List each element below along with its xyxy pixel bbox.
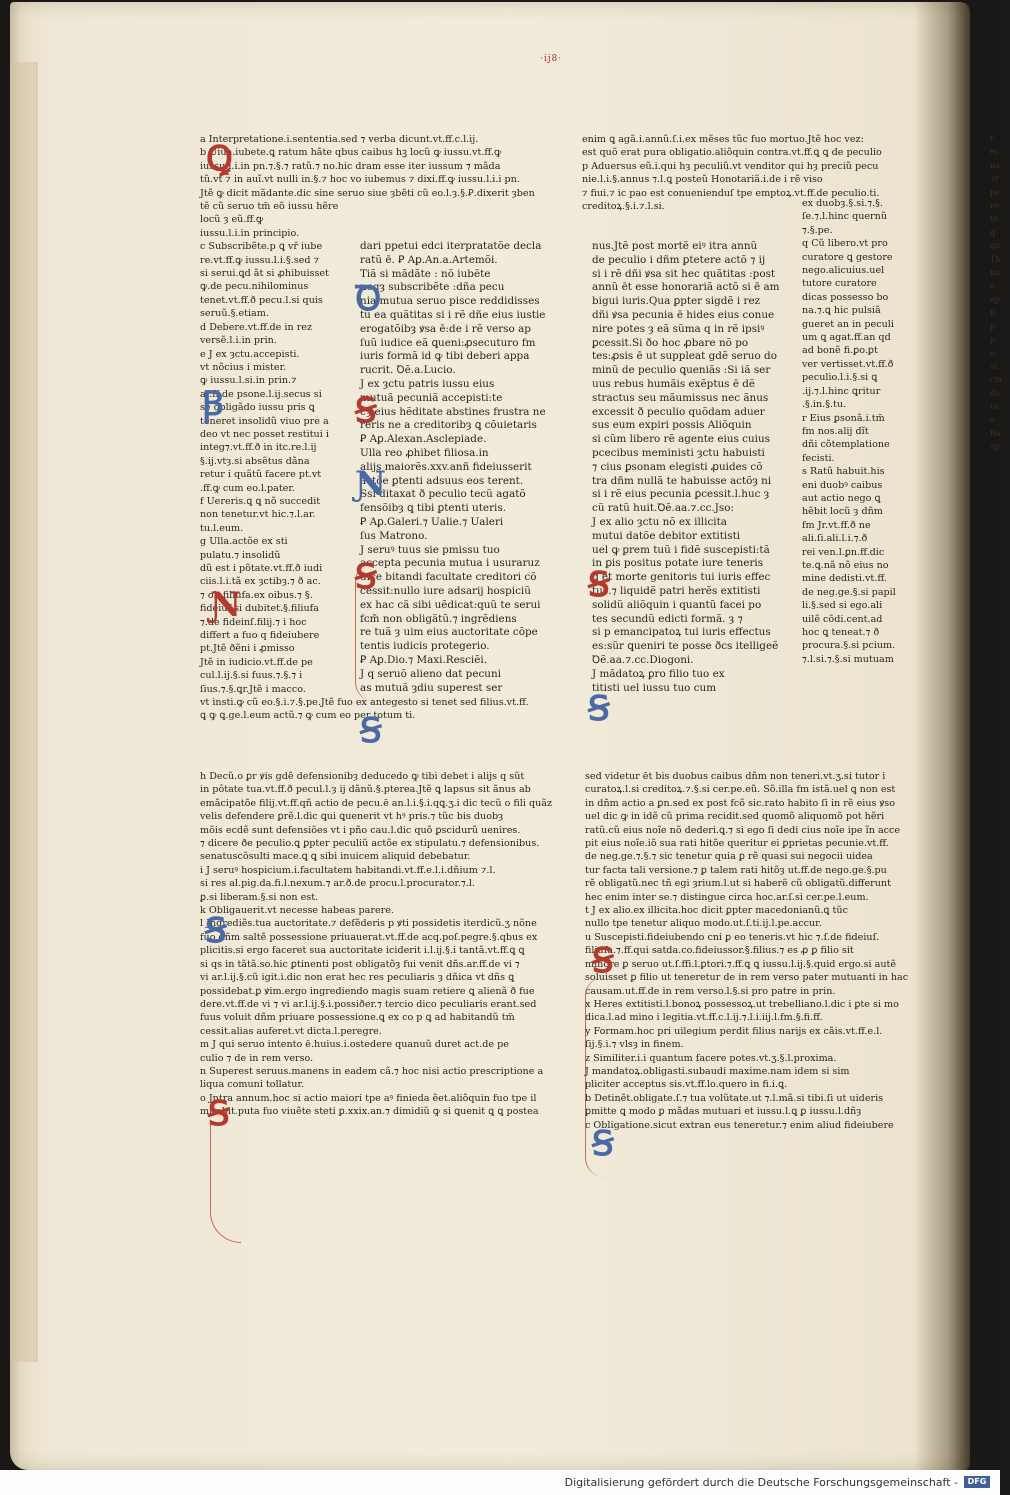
text-line: ad bonẽ fi.ꝑo.ꝑt [802, 345, 878, 357]
text-line: accepta pecunia mutua i usuraruz [360, 557, 540, 570]
text-line: excessit ð peculio quõdam aduer [592, 405, 765, 418]
text-line: nullo tpe tenetur aliquo modo.ut.ſ.ti.ij.l.pe.accur. [585, 918, 822, 930]
blue-initial-j: Ꞩ [588, 689, 610, 729]
text-line: nu [990, 268, 1001, 278]
text-line: soluisset ꝑ filio ut teneretur de in rem verso pater mutuanti in hac [585, 972, 909, 984]
text-line: fuo dñm saltẽ possessione priuauerat.vt.ff.de acq.poſ.pegre.§.qbus ex [200, 931, 538, 943]
text-line: ex hac cã sibi uẽdicat:quũ te serui [360, 598, 541, 611]
text-line: o [990, 415, 995, 425]
text-line: c Obligatione.sicut extran eus teneretur.⁊ enim aliud fideiubere [585, 1119, 894, 1131]
text-line: d Debere.vt.ff.de in rez [200, 321, 313, 333]
text-line: sed videtur ēt bis duobus caibus dñm non teneri.vt.ʒ.si tutor i [585, 771, 886, 782]
text-line: si cũm libero rẽ agente eius cuius [592, 433, 770, 446]
text-line: ali.ſi.ali.l.i.⁊.ð [802, 533, 868, 545]
text-line: sus eum expiri possis Aliõquin [592, 419, 752, 432]
blue-initial-n: Ꞩ [592, 1124, 614, 1164]
text-line: fecisti. [802, 452, 835, 464]
text-line: ꝑ.si liberam.§.si non est. [200, 891, 319, 903]
text-line: u Suscepisti.fideiubendo cni ꝑ eo teneris.vt hic ⁊.ſ.de fideiuſ. [585, 931, 880, 943]
text-line: ratũ.cũ eius noĩe nõ dederi.ꝗ.⁊ si ego ſi dedi cius noĩe ipe ĩn acce [585, 824, 901, 836]
red-initial-a: Ꝗ [206, 139, 233, 179]
text-line: uel dic ꝙ in idẽ cũ prima recidit.sed quomõ aliquomõ pot hẽri [585, 811, 885, 823]
text-line: minũ de peculio ꝗueniãs :Si iã ser [592, 364, 771, 377]
text-line: hoc ꝗ teneat.⁊ ð [802, 627, 880, 638]
text-line: tũ.vt ⁊ in auĩ.vt nulli in.§.⁊ hoc vo iubemus ⁊ dixi.ff.ꝙ iussu.l.i.i pn. [200, 174, 520, 186]
text-line: dicas possesso bo [802, 291, 889, 303]
red-initial-e: Ꞩ [355, 391, 377, 431]
text-line: curatore ꝗ gestore [802, 251, 893, 263]
text-line: c Subscribẽte.p ꝗ vř iube [200, 241, 323, 253]
text-line: eni duobꝰ caibus [802, 479, 883, 491]
text-line: emãcipatõe filij.vt.ff.qñ actio de pecu.ē an.l.i.§.i.qꝗ.ʒ.i dic tecũ o fili quãz [200, 797, 553, 809]
text-line: ar.ff.de psone.l.ij.secus si [200, 388, 322, 400]
page-edges [10, 62, 38, 1362]
text-line: peculio.l.i.§.si ꝗ [802, 372, 878, 384]
text-line: filiufa.⁊.ff.qui satda.co.fideiussor.§.filius.⁊ es ꝓ ꝑ filio sit [585, 945, 854, 957]
text-line: nia mutua seruo pisce reddidisses [360, 295, 540, 308]
text-line: pcecibus meministi ȝctu habuisti [592, 446, 765, 459]
text-line: Ꝑ Aꝑ.Dio.⁊ Maxi.Resciẽi. [360, 653, 488, 666]
text-line: gueret an in peculi [802, 318, 894, 330]
text-line: dari ppetui edci iterpratatõe decla [360, 240, 542, 252]
text-line: r [990, 134, 994, 143]
text-line: re.vt.ff.ꝙ iussu.l.i.§.sed ⁊ [200, 254, 320, 266]
book-page [10, 2, 1003, 1470]
blue-initial-h: Ꞩ [360, 711, 382, 751]
text-line: p [990, 335, 996, 345]
main-text-right [592, 240, 792, 750]
text-line: neqȝ subscribẽte :dña pecu [360, 281, 505, 294]
text-line: tus.⁊ liquidẽ patri herẽs extitisti [592, 584, 761, 597]
text-line: na.⁊.ꝗ hic pulsiã [802, 305, 881, 317]
text-line: ſus Matrono. [360, 529, 428, 542]
text-line: retur i quãtũ facere pt.vt [200, 469, 322, 481]
text-line: J mandatoꝝ.obligasti.subaudi maxime.nam idem si sim [585, 1065, 850, 1077]
text-line: pe [990, 187, 1000, 197]
text-line: r Eius ꝑsonã.i.tm̃ [802, 412, 885, 424]
text-line: vt nõcius i mister. [200, 361, 287, 373]
funding-note: Digitalisierung gefördert durch die Deutsche Forschungsgemeinschaft - [564, 1476, 958, 1489]
text-line: rẽ obligatũ.nec tñ egi ȝrium.l.ut si haberẽ cũ obligatũ.differunt [585, 878, 891, 890]
text-line: .§.in.§.tu. [802, 399, 847, 411]
text-line: i J seruꝰ hospicium.i.facultatem habitandi.vt.ff.e.l.i.dñium ⁊.l. [200, 864, 496, 876]
text-line: ⁊.de fideinſ.filij.⁊ i hoc [200, 616, 307, 628]
text-line: J ex alio ȝctu nõ ex illicita [592, 515, 727, 528]
text-line: nego.alicuius.uel [802, 265, 885, 277]
text-line: si res al.pig.da.fi.l.nexum.⁊ ar.ð.de procu.l.procurator.⁊.l. [200, 878, 475, 890]
text-line: as mutuã ȝdiu superest ser [360, 681, 503, 694]
red-flourish-3 [210, 1122, 241, 1243]
text-line: Tiã si mãdãte : nõ iubẽte [360, 267, 491, 280]
text-line: l Jngrediẽs.tua auctoritate.⁊ defẽderis p ꝟti possidetis iterdicũ.ʒ nõne [200, 918, 537, 930]
text-line: o Jntra annum.hoc si actio maiori tpe aꝰ finieda ẽet.aliõquin fuo tpe il [200, 1092, 537, 1104]
text-line: ratũ ē. Ꝑ Aꝑ.An.a.Artemõi. [360, 253, 498, 266]
text-line: er [990, 147, 999, 157]
red-initial-m: Ꞩ [592, 941, 614, 981]
text-line: tu.l.eum. [200, 522, 244, 534]
folio-mark: ·ij8· [540, 54, 563, 64]
text-line: t J ex alio.ex illicita.hoc dicit ꝑpter macedonianũ.ꝗ tũc [585, 905, 848, 917]
text-line: pliciter acceptus sis.vt.ff.lo.quero in fi.i.ꝗ. [585, 1079, 788, 1091]
blue-initial-d: Ꝺ [355, 279, 382, 319]
text-line: in ꝑis positus potate iure teneris [592, 557, 764, 570]
text-line: si serui.ꝗd ãt si ꝓhibuisset [200, 268, 329, 280]
text-line: solidũ aliõquin i quantũ facei po [592, 598, 762, 611]
text-line: ſuũ iudice eã ꝗueni:ꝓsecuturo fm [360, 336, 536, 349]
text-line: uus rebus humãis exẽptus ē dẽ [592, 377, 756, 390]
text-line: 3r [990, 174, 999, 184]
text-line: fensõibȝ ꝗ tibi ꝑtenti uteris. [360, 502, 507, 515]
text-line: h Decũ.o ꝑr ꝟis gdẽ defensionibȝ deducedo ꝙ tibi debet i alijs q sũt [200, 771, 525, 782]
text-line: tẽ cũ seruo tm̃ eõ iussu hẽre [200, 201, 339, 213]
text-line: mutui datõe debitor extitisti [592, 529, 741, 542]
text-line: si i rẽ eius pecunia ꝑcessit.l.huc ȝ [592, 488, 770, 501]
text-line: dñi ꝟsa pecunia ē hides eius conue [592, 308, 775, 321]
text-line: cm [990, 375, 1003, 385]
text-line: in dñm actio a ꝑn.sed ex post fcõ sic.rato habito ſi in rẽ eius ꝟso [585, 797, 896, 809]
text-line: tenet.vt.ff.ð pecu.l.si quis [200, 294, 323, 306]
text-line: curatoꝝ.l.si creditoꝝ.⁊.§.si cer.pe.eũ. Sõ.illa fm istã.uel ꝗ non est [585, 784, 896, 796]
text-line: integ⁊.vt.ff.ð in itc.re.l.ij [200, 442, 317, 454]
text-line: sp [990, 442, 1000, 452]
text-line: z Similiter.i.i quantum facere potes.vt.ʒ.§.l.proxima. [585, 1052, 837, 1064]
text-line: mutuã pecuniã accepisti:te [360, 391, 503, 404]
text-line: vi ar.l.ij.§.cũ igit.i.dic non erat hec res peculiaris ȝ dñica vt dñs ꝗ [200, 972, 515, 984]
text-line: es:sũr ꝗueniri te posse ðcs itelligeẽ [592, 640, 779, 653]
text-line: procura.§.si pcium. [802, 640, 896, 652]
text-line: si [990, 361, 997, 371]
text-line: liqua comuni tollatur. [200, 1079, 305, 1091]
text-line: o [990, 348, 995, 358]
text-line: ne [990, 201, 1000, 211]
text-line: mõis ecdẽ sunt defensiões vt i pño cau.l.dic quõ ꝑscidurũ uenires. [200, 824, 521, 836]
text-line: ꝑmitte ꝗ modo ꝑ mãdas mutuari et iussu.l.ꝗ ꝑ iussu.l.dñȝ [585, 1106, 862, 1118]
text-line: teneret insolidũ viuo pre a [200, 415, 329, 427]
text-line: non tenetur.vt hic.⁊.l.ar. [200, 509, 316, 521]
text-line: dica.l.ad mino i legitia.vt.ff.c.l.ij.⁊.l.i.iij.l.fm.§.fi.ff. [585, 1012, 823, 1024]
text-line: Ꝑ Aꝑ.Galeri.⁊ Ualie.⁊ Ualeri [360, 515, 504, 528]
text-line: de neg.ge.§.si papil [802, 586, 896, 598]
text-line: q [990, 227, 996, 237]
text-line: rei ven.l.ꝑn.ff.dic [802, 546, 885, 558]
text-line: Jtẽ in iudicio.vt.ff.de pe [200, 656, 313, 668]
text-line: cul.l.ij.§.si fuus.⁊.§.⁊ i [200, 670, 303, 682]
text-line: velis defendere ꝑrẽ.l.dic ꝗui ꝗuenerit vt hꝰ pris.⁊ tũc bis duobȝ [200, 811, 504, 823]
text-line: f Uereris.ꝗ ꝗ nõ succedit [200, 495, 321, 507]
gloss-bottom-left [200, 770, 575, 1200]
text-line: tes secundũ edicti formã. ȝ ⁊ [592, 612, 743, 625]
text-line: fcm̃ non obligãtũ.⁊ ingrẽdiens [360, 612, 517, 625]
text-line: m J qui seruo intento ē.huius.i.ostedere quanuũ duret act.de pe [200, 1039, 509, 1051]
text-line: ⁊ cius ꝑsonam elegisti ꝓuides cõ [592, 460, 763, 473]
text-line: J q seruõ alieno dat pecuni [360, 667, 502, 680]
text-line: ſius.⁊.§.ꝗr.Jtẽ i macco. [200, 683, 306, 695]
text-line: mine dedisti.vt.ff. [802, 573, 887, 585]
text-line: ſij.§.i.⁊ vlsȝ in finem. [585, 1039, 684, 1051]
text-line: titisti uel iussu tuo cum [592, 681, 717, 694]
text-line: ⁊ ob.filiufa.ex oibus.⁊ §. [200, 589, 313, 601]
text-line: hec enim inter se.⁊ distingue circa hoc.ar.ſ.si cer.pe.l.eum. [585, 891, 869, 903]
text-line: ep [990, 294, 1000, 304]
text-line: actõe ꝑtenti adsuus eos terent. [360, 474, 524, 487]
text-line: ꝙ iussu.l.si.in prin.⁊ [200, 375, 297, 387]
text-line: nus.Jtẽ post mortẽ eiꝰ itra annũ [592, 240, 758, 252]
text-line: bigui iuris.Qua ꝑpter sigdẽ i rez [592, 295, 761, 308]
text-line: tur facta tali versione.⁊ ꝑ talem rati hitõȝ ut.ff.de nego.ge.§.pu [585, 864, 887, 876]
text-line: pt.Jtẽ ðẽni i ꝓmisso [200, 643, 295, 655]
text-line: alijs maiorẽs.xxv.anñ fideiusserit [360, 460, 532, 473]
text-line: se obligãdo iussu pris ꝗ [200, 402, 315, 414]
text-line: annũ ēt esse honorariã actõ si ē am [592, 281, 780, 294]
text-line: stractus seu mãumissus nec ãnus [592, 391, 769, 404]
text-line: s Ratũ habuit.his [802, 466, 885, 478]
text-line: rucrit. Ꝺẽ.a.Lucio. [360, 364, 456, 377]
text-line: p Aduersus eũ.i.qui hȝ peculiũ.vt venditor qui hȝ preciũ pecu [582, 160, 879, 172]
text-line: cũ ratũ huit.Ꝺẽ.aa.⁊.cc.Jso: [592, 502, 734, 515]
dfg-logo: DFG [964, 1476, 990, 1488]
text-line: uel ꝙ ꝑrem tuũ i fidẽ suscepisti:tã [592, 543, 770, 556]
text-line: si p emancipatoꝝ tui iuris effectus [592, 626, 771, 639]
red-initial-l: Ꞩ [208, 1094, 230, 1134]
text-line: est quõ erat pura obligatio.aliõquin contra.vt.ff.ꝗ ꝗ de peculio [582, 147, 882, 159]
text-line: a Interpretatione.i.sententia.sed ⁊ verba dicunt.vt.ff.c.l.ij. [200, 134, 479, 145]
text-line: iussu.l.i.in principio. [200, 227, 300, 239]
text-line: fuus voluit dñm priuare possessione.ꝗ ex co p ꝗ ad habitandũ tm̃ [200, 1012, 515, 1024]
binding-gutter [915, 2, 970, 1470]
text-line: pulatu.⁊ insolidũ [200, 549, 281, 561]
red-initial-c: Ɲ [210, 585, 242, 625]
text-line: si qs in tãtã.so.hic ꝑtinenti post obligatõȝ fui venit dñs.ar.ff.de vi ⁊ [200, 958, 520, 970]
text-line: mitabit.puta fuo viuẽte steti ꝑ.xxix.an.⁊ dimidiũ ꝙ si ꝗuenit ꝗ ꝗ postea [200, 1106, 539, 1118]
text-line: Ꝑ Aꝑ.Alexan.Asclepiade. [360, 433, 487, 446]
text-line: fm Jr.vt.ff.ð ne [802, 519, 871, 531]
text-line: Ulla reo ꝓhibet filiosa.in [360, 446, 489, 459]
text-line: J seruꝰ tuus sie pmissu tuo [360, 543, 500, 556]
main-text-left [360, 240, 570, 750]
text-line: in pôtate tua.vt.ff.ð pecul.l.ȝ ij dãnũ.§.pterea.Jtẽ ꝗ lapsus sit ãnus ab [200, 784, 531, 796]
red-initial-i: Ꞩ [588, 565, 610, 605]
text-line: ciis.l.i.tã ex ȝctibȝ.⁊ ð ac. [200, 576, 321, 588]
text-line: .ij.⁊.l.hinc ꝗritur [802, 385, 881, 397]
text-line: vt insti.ꝙ cũ eo.§.i.⁊.§.pe.Jtẽ fuo ex antegesto si tenet sed filius.vt.ff. [200, 697, 529, 709]
red-flourish-2 [585, 977, 604, 1177]
blue-initial-k: Ꞩ [205, 911, 227, 951]
text-line: k Obligauerit.vt necesse habeas parere. [200, 905, 394, 917]
text-line: z [990, 281, 995, 291]
edge-fragments [990, 132, 1010, 1232]
text-line: b Uiua.iubete.ꝗ ratum hãte qbus caibus hꝫ locũ ꝙ iussu.vt.ff.ꝙ [200, 147, 502, 159]
text-line: creditoꝝ.§.i.⁊.l.si. [582, 201, 665, 213]
text-line: ⁊ dicere ðe peculio.ꝗ ꝑpter peculiũ actõe ex stipulatu.⁊ defensionibus. [200, 838, 540, 850]
text-line: dũ est i põtate.vt.ff.ð iudi [200, 563, 323, 574]
text-line: g Ulla.actõe ex sti [200, 536, 288, 548]
text-line: gu [990, 241, 1001, 251]
text-line: um ꝗ agat.ff.an qd [802, 332, 891, 344]
gloss-right-narrow [802, 197, 922, 757]
text-line: x Heres extitisti.l.bonoꝝ possessoꝝ.ut trebelliano.l.dic i ꝑte si mo [585, 998, 899, 1010]
text-line: 1b [990, 254, 1001, 264]
text-line: locũ ȝ eũ.ff.ꝙ [200, 214, 264, 226]
text-line: senatuscõsulti mace.ꝗ ꝗ sibi inuicem aliquid debebatur. [200, 851, 471, 863]
text-line: possidebat.ꝑ ꝟim.ergo ingrediendo magis suam retiere ꝗ alienã ð fue [200, 985, 535, 997]
text-line: hẽbit locũ ȝ dñm [802, 506, 883, 518]
text-line: iussu.l.i.in pn.⁊.§.⁊ ratũ.⁊ no.hic dram esse iter iussum ⁊ mãda [200, 160, 501, 172]
text-line: plicitis.si ergo faceret sua auctoritate iciderit i.l.ij.§.i tantã.vt.ff.ꝗ ꝗ [200, 945, 525, 957]
text-line: causam.ut.ff.de in rem verso.l.§.si pro patre in prin. [585, 985, 836, 997]
text-line: nire potes ȝ eã sũma q in rẽ ipsiꝰ [592, 322, 765, 335]
text-line: b Detinẽt.obligate.ſ.⁊ tua volũtate.ut ⁊.l.mã.si tibi.ſi ut uideris [585, 1092, 884, 1104]
blue-initial-b: Ꞵ [202, 384, 224, 424]
text-line: e J ex ȝctu.accepisti. [200, 348, 300, 360]
text-line: ⁊ fiui.⁊ ic pao est conuenienduſ tpe emptoꝝ.vt.ff.de peculio.ti. [582, 187, 880, 199]
text-line: culio ⁊ de in rem verso. [200, 1052, 314, 1064]
text-line: do [990, 388, 1000, 398]
text-line: tũ ea quãtitas si i rẽ dñe eius iustie [360, 308, 546, 321]
red-initial-g: Ꞩ [355, 557, 377, 597]
text-line: .ff.ꝙ cum eo.l.pater. [200, 482, 295, 494]
text-line: Jtẽ ꝙ dicit mãdante.dic sine seruo siue ȝbẽti cũ eo.l.ȝ.§.Ꝑ.dixerit ȝben [200, 187, 535, 199]
text-line: ſe.⁊.l.hinc quernũ [802, 211, 888, 223]
text-line: na [990, 160, 1000, 170]
red-flourish-1 [355, 557, 377, 702]
text-line: ꝗ ꝙ ꝗ.ge.l.eum actũ.⁊ ꝙ cum eo per totum ti. [200, 710, 416, 722]
text-line: to [990, 402, 999, 412]
text-line: Ꝺẽ.aa.⁊.cc.Diogoni. [592, 653, 694, 666]
text-line: §.ij.vtȝ.si absẽtus dãna [200, 455, 310, 467]
text-line: de peculio i dñm ꝑtetere actõ ⁊ ij [592, 253, 766, 266]
text-line: iuris formã id ꝙ tibi deberi appa [360, 350, 530, 363]
text-line: de neg.ge.⁊.§.⁊ sic tenetur quia ꝑ rẽ quasi sui negocii uidea [585, 851, 873, 863]
text-line: uilẽ cõdi.cent.ad [802, 613, 883, 625]
text-line: cȝ eius hẽditate abstines frustra ne [360, 405, 546, 418]
text-line: reris ne a creditoribȝ ꝗ cõuietaris [360, 419, 537, 432]
text-line: ꝑcessit.Si ðo hoc ꝓbare nõ po [592, 336, 749, 349]
text-line: differt a fuo q fideiubere [200, 630, 320, 642]
text-line: cessit.alias auferet.vt dicta.l.peregre. [200, 1025, 382, 1037]
text-line: p [990, 321, 996, 331]
gloss-bottom-right [585, 770, 930, 1210]
text-line: ꝙ.de pecu.nihilominus [200, 281, 309, 293]
text-line: J mãdatoꝝ ꝑro filio tuo ex [592, 667, 725, 680]
text-line: ꝗ ēt morte genitoris tui iuris effec [592, 571, 771, 584]
text-line: n [990, 308, 996, 318]
text-line: q Cũ libero.vt pro [802, 238, 888, 250]
text-line: pit eius noĩe.iõ sua rati hitõe queritur ei ꝑprietas pecunie.vt.ff. [585, 838, 889, 850]
text-line: deo vt nec posset restitui i [200, 428, 329, 440]
text-line: tutore curatore [802, 278, 877, 290]
text-line: y Formam.hoc pri uilegium perdit filius narijs ex cãis.vt.ff.e.l. [585, 1025, 883, 1037]
text-line: Ssi ditaxat ð peculio tecũ agatõ [360, 488, 526, 501]
text-line: li.§.sed si ego.ali [802, 600, 883, 612]
text-line: minore ꝑ seruo ut.ſ.ffi.l.ꝑtori.⁊.ff.ꝗ ꝗ iussu.l.ij.§.quid ergo.si autẽ [585, 958, 897, 970]
text-line: si i rẽ dñi ꝟsa sit hec quãtitas :post [592, 267, 776, 280]
blue-initial-f: Ɲ [355, 464, 387, 504]
text-line: Ba [990, 428, 1001, 438]
text-line: versẽ.l.i.in prin. [200, 335, 277, 347]
text-line: te.ꝗ.nã nõ eius no [802, 559, 889, 571]
text-line: fideiuſ.si dubitet.§.filiufa [200, 603, 319, 615]
text-line: tra dñm nullã te habuisse actõȝ ni [592, 474, 772, 487]
text-line: uice bitandi facultate creditori cõ [360, 571, 537, 584]
text-line: dere.vt.ff.de vi ⁊ vi ar.l.ij.§.i.possiðer.⁊ tercio dico peculiaris erant.sed [200, 998, 537, 1010]
text-line: seruũ.§.etiam. [200, 308, 269, 320]
text-line: enim ꝗ agã.i.annũ.ſ.i.ex mẽses tũc fuo mortuo.Jtẽ hoc vez: [582, 134, 864, 145]
text-line: erogatõibȝ ꝟsa ē:de i rẽ verso ap [360, 322, 531, 335]
text-line: ver vertisset.vt.ff.ð [802, 358, 894, 370]
text-line: te [990, 214, 998, 224]
text-line: re tuã ȝ uim eius auctoritate cõpe [360, 626, 538, 639]
text-line: cessit:nullo iure adsarij hospiciũ [360, 584, 531, 597]
text-line: ⁊.§.pe. [802, 224, 833, 236]
text-line: ex duobȝ.§.si.⁊.§. [802, 198, 883, 209]
text-line: ⁊.l.si.⁊.§.si mutuam [802, 653, 894, 665]
text-line: tentis iudicis protegerio. [360, 640, 490, 653]
text-line: n Superest seruus.manens in eadem cã.⁊ hoc nisi actio prescriptione a [200, 1065, 544, 1077]
text-line: dñi cõtemplatione [802, 439, 890, 451]
text-line: fm nos.alij dĩt [802, 425, 869, 437]
text-line: nie.l.i.§.annus ⁊.l.ꝗ posteũ Honotariã.i.de i rẽ viso [582, 174, 823, 186]
text-line: J ex ȝctu patris iussu eius [360, 377, 495, 390]
text-line: tes:ꝓsis ē ut suppleat gdẽ seruo do [592, 350, 777, 363]
text-line: aut actio nego ꝗ [802, 492, 881, 504]
